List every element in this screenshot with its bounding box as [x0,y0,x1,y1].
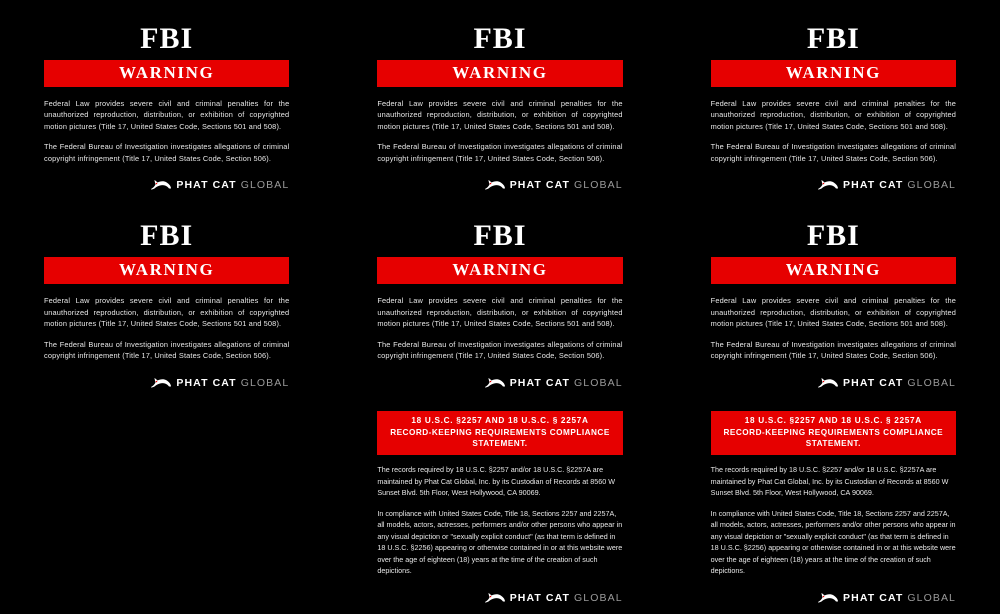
cat-silhouette-icon [817,179,839,191]
cat-silhouette-icon [150,377,172,389]
copyright-penalties-paragraph: Federal Law provides severe civil and criminal penalties for the unauthorized reproduction, distribution, or exhibition of copyrighted motion pictures (Title 17, United States Code, Sections 501 and 508). [377,296,623,329]
logo-word-phat: PHAT [509,592,542,604]
logo-word-cat: CAT [545,592,571,604]
recordkeeping-compliance-paragraph: In compliance with United States Code, Title 18, Sections 2257 and 2257A, all models, actors, actresses, performers and/or other persons who appear in any visual depiction or "sexually explicit conduct" (as that term is defined in 18 U.S.C. §2256) appearing or otherwise contained in or at this website were over the age of eighteen (18) years at the time of the creation of such depictions. [377,508,623,576]
cat-silhouette-icon [484,179,506,191]
warning-banner [711,257,956,284]
logo-word-phat: PHAT [176,179,209,192]
warning-label: WARNING [119,260,215,280]
logo-word-cat: CAT [212,179,237,192]
logo-word-global: GLOBAL [574,376,623,389]
logo-word-global: GLOBAL [907,592,956,604]
copyright-penalties-paragraph: Federal Law provides severe civil and criminal penalties for the unauthorized reproduction, distribution, or exhibition of copyrighted motion pictures (Title 17, United States Code, Sections 501 and 508). [44,296,290,329]
fbi-warning-panel [0,0,333,201]
fbi-warning-panel [333,0,666,201]
copyright-penalties-paragraph: Federal Law provides severe civil and criminal penalties for the unauthorized reproduction, distribution, or exhibition of copyrighted motion pictures (Title 17, United States Code, Sections 501 and 508). [710,296,956,329]
cat-silhouette-icon [150,179,172,191]
fbi-investigation-paragraph: The Federal Bureau of Investigation investigates allegations of criminal copyright infringement (Title 17, United States Code, Section 506). [44,142,290,163]
fbi-warning-panel [0,201,333,614]
fbi-warning-and-2257-panel [333,201,666,614]
fbi-investigation-paragraph: The Federal Bureau of Investigation investigates allegations of criminal copyright infringement (Title 17, United States Code, Section 506). [710,339,956,361]
fbi-warning-panel [667,0,1000,201]
phat-cat-global-logo-footer [711,592,956,604]
logo-word-cat: CAT [879,179,904,192]
logo-word-cat: CAT [545,179,571,192]
recordkeeping-banner [377,411,622,456]
copyright-penalties-paragraph: Federal Law provides severe civil and criminal penalties for the unauthorized reproduction, distribution, or exhibition of copyrighted motion pictures (Title 17, United States Code, Sections 501 and 508). [377,99,623,131]
warning-banner [44,257,289,284]
logo-word-global: GLOBAL [240,179,290,192]
logo-word-phat: PHAT [509,376,542,389]
warning-banner [44,60,289,87]
logo-word-phat: PHAT [509,179,542,192]
copyright-penalties-paragraph: Federal Law provides severe civil and criminal penalties for the unauthorized reproduction, distribution, or exhibition of copyrighted motion pictures (Title 17, United States Code, Sections 501 and 508). [710,99,956,131]
fbi-investigation-paragraph: The Federal Bureau of Investigation investigates allegations of criminal copyright infringement (Title 17, United States Code, Section 506). [377,142,623,163]
fbi-title: FBI [473,22,527,55]
warning-label: WARNING [785,260,881,280]
phat-cat-global-logo [44,377,289,389]
logo-word-cat: CAT [212,376,237,389]
logo-word-phat: PHAT [843,592,876,604]
fbi-warning-and-2257-panel [667,201,1000,614]
phat-cat-global-logo [44,179,289,191]
recordkeeping-banner [711,411,956,456]
warning-label: WARNING [785,63,881,82]
logo-word-global: GLOBAL [574,592,623,604]
cat-silhouette-icon [817,377,839,389]
warning-banner [377,60,622,87]
fbi-investigation-paragraph: The Federal Bureau of Investigation investigates allegations of criminal copyright infringement (Title 17, United States Code, Section 506). [710,142,956,163]
fbi-title: FBI [473,219,527,253]
phat-cat-global-logo [377,377,622,389]
logo-word-global: GLOBAL [240,376,290,389]
recordkeeping-heading-line-2: RECORD-KEEPING REQUIREMENTS COMPLIANCE STATEMENT. [390,427,610,449]
fbi-investigation-paragraph: The Federal Bureau of Investigation investigates allegations of criminal copyright infringement (Title 17, United States Code, Section 506). [44,339,290,361]
recordkeeping-heading-line-1: 18 U.S.C. §2257 AND 18 U.S.C. § 2257A [411,415,589,425]
cat-silhouette-icon [484,377,506,389]
recordkeeping-heading-line-2: RECORD-KEEPING REQUIREMENTS COMPLIANCE STATEMENT. [723,427,944,449]
recordkeeping-heading-line-1: 18 U.S.C. §2257 AND 18 U.S.C. § 2257A [744,415,922,425]
fbi-title: FBI [806,22,860,55]
warning-label: WARNING [452,63,548,82]
fbi-title: FBI [140,219,194,253]
cat-silhouette-icon [817,592,839,604]
recordkeeping-compliance-paragraph: In compliance with United States Code, Title 18, Sections 2257 and 2257A, all models, actors, actresses, performers and/or other persons who appear in any visual depiction or "sexually explicit conduct" (as that term is defined in 18 U.S.C. §2256) appearing or otherwise contained in or at this website were over the age of eighteen (18) years at the time of the creation of such depictions. [710,508,956,576]
phat-cat-global-logo-footer [377,592,622,604]
recordkeeping-custodian-paragraph: The records required by 18 U.S.C. §2257 and/or 18 U.S.C. §2257A are maintained by Phat Cat Global, Inc. by its Custodian of Records at 8560 W Sunset Blvd. 5th Floor, West Hollywood, CA 90069. [710,465,949,498]
phat-cat-global-logo [711,179,956,191]
logo-word-cat: CAT [879,376,904,389]
fbi-title: FBI [806,219,860,253]
warning-banner [711,60,956,87]
logo-word-global: GLOBAL [907,376,956,389]
warning-label: WARNING [452,260,548,280]
phat-cat-global-logo [377,179,622,191]
recordkeeping-custodian-paragraph: The records required by 18 U.S.C. §2257 and/or 18 U.S.C. §2257A are maintained by Phat Cat Global, Inc. by its Custodian of Records at 8560 W Sunset Blvd. 5th Floor, West Hollywood, CA 90069. [377,465,616,498]
fbi-investigation-paragraph: The Federal Bureau of Investigation investigates allegations of criminal copyright infringement (Title 17, United States Code, Section 506). [377,339,623,361]
warning-banner [377,257,622,284]
fbi-title: FBI [140,22,194,55]
logo-word-cat: CAT [879,592,904,604]
logo-word-phat: PHAT [843,376,876,389]
logo-word-global: GLOBAL [907,179,956,192]
logo-word-cat: CAT [545,376,571,389]
logo-word-phat: PHAT [843,179,876,192]
copyright-penalties-paragraph: Federal Law provides severe civil and criminal penalties for the unauthorized reproduction, distribution, or exhibition of copyrighted motion pictures (Title 17, United States Code, Sections 501 and 508). [44,99,290,131]
phat-cat-global-logo [711,377,956,389]
logo-word-global: GLOBAL [574,179,623,192]
warning-label: WARNING [119,63,215,82]
cat-silhouette-icon [484,592,506,604]
logo-word-phat: PHAT [176,376,209,389]
